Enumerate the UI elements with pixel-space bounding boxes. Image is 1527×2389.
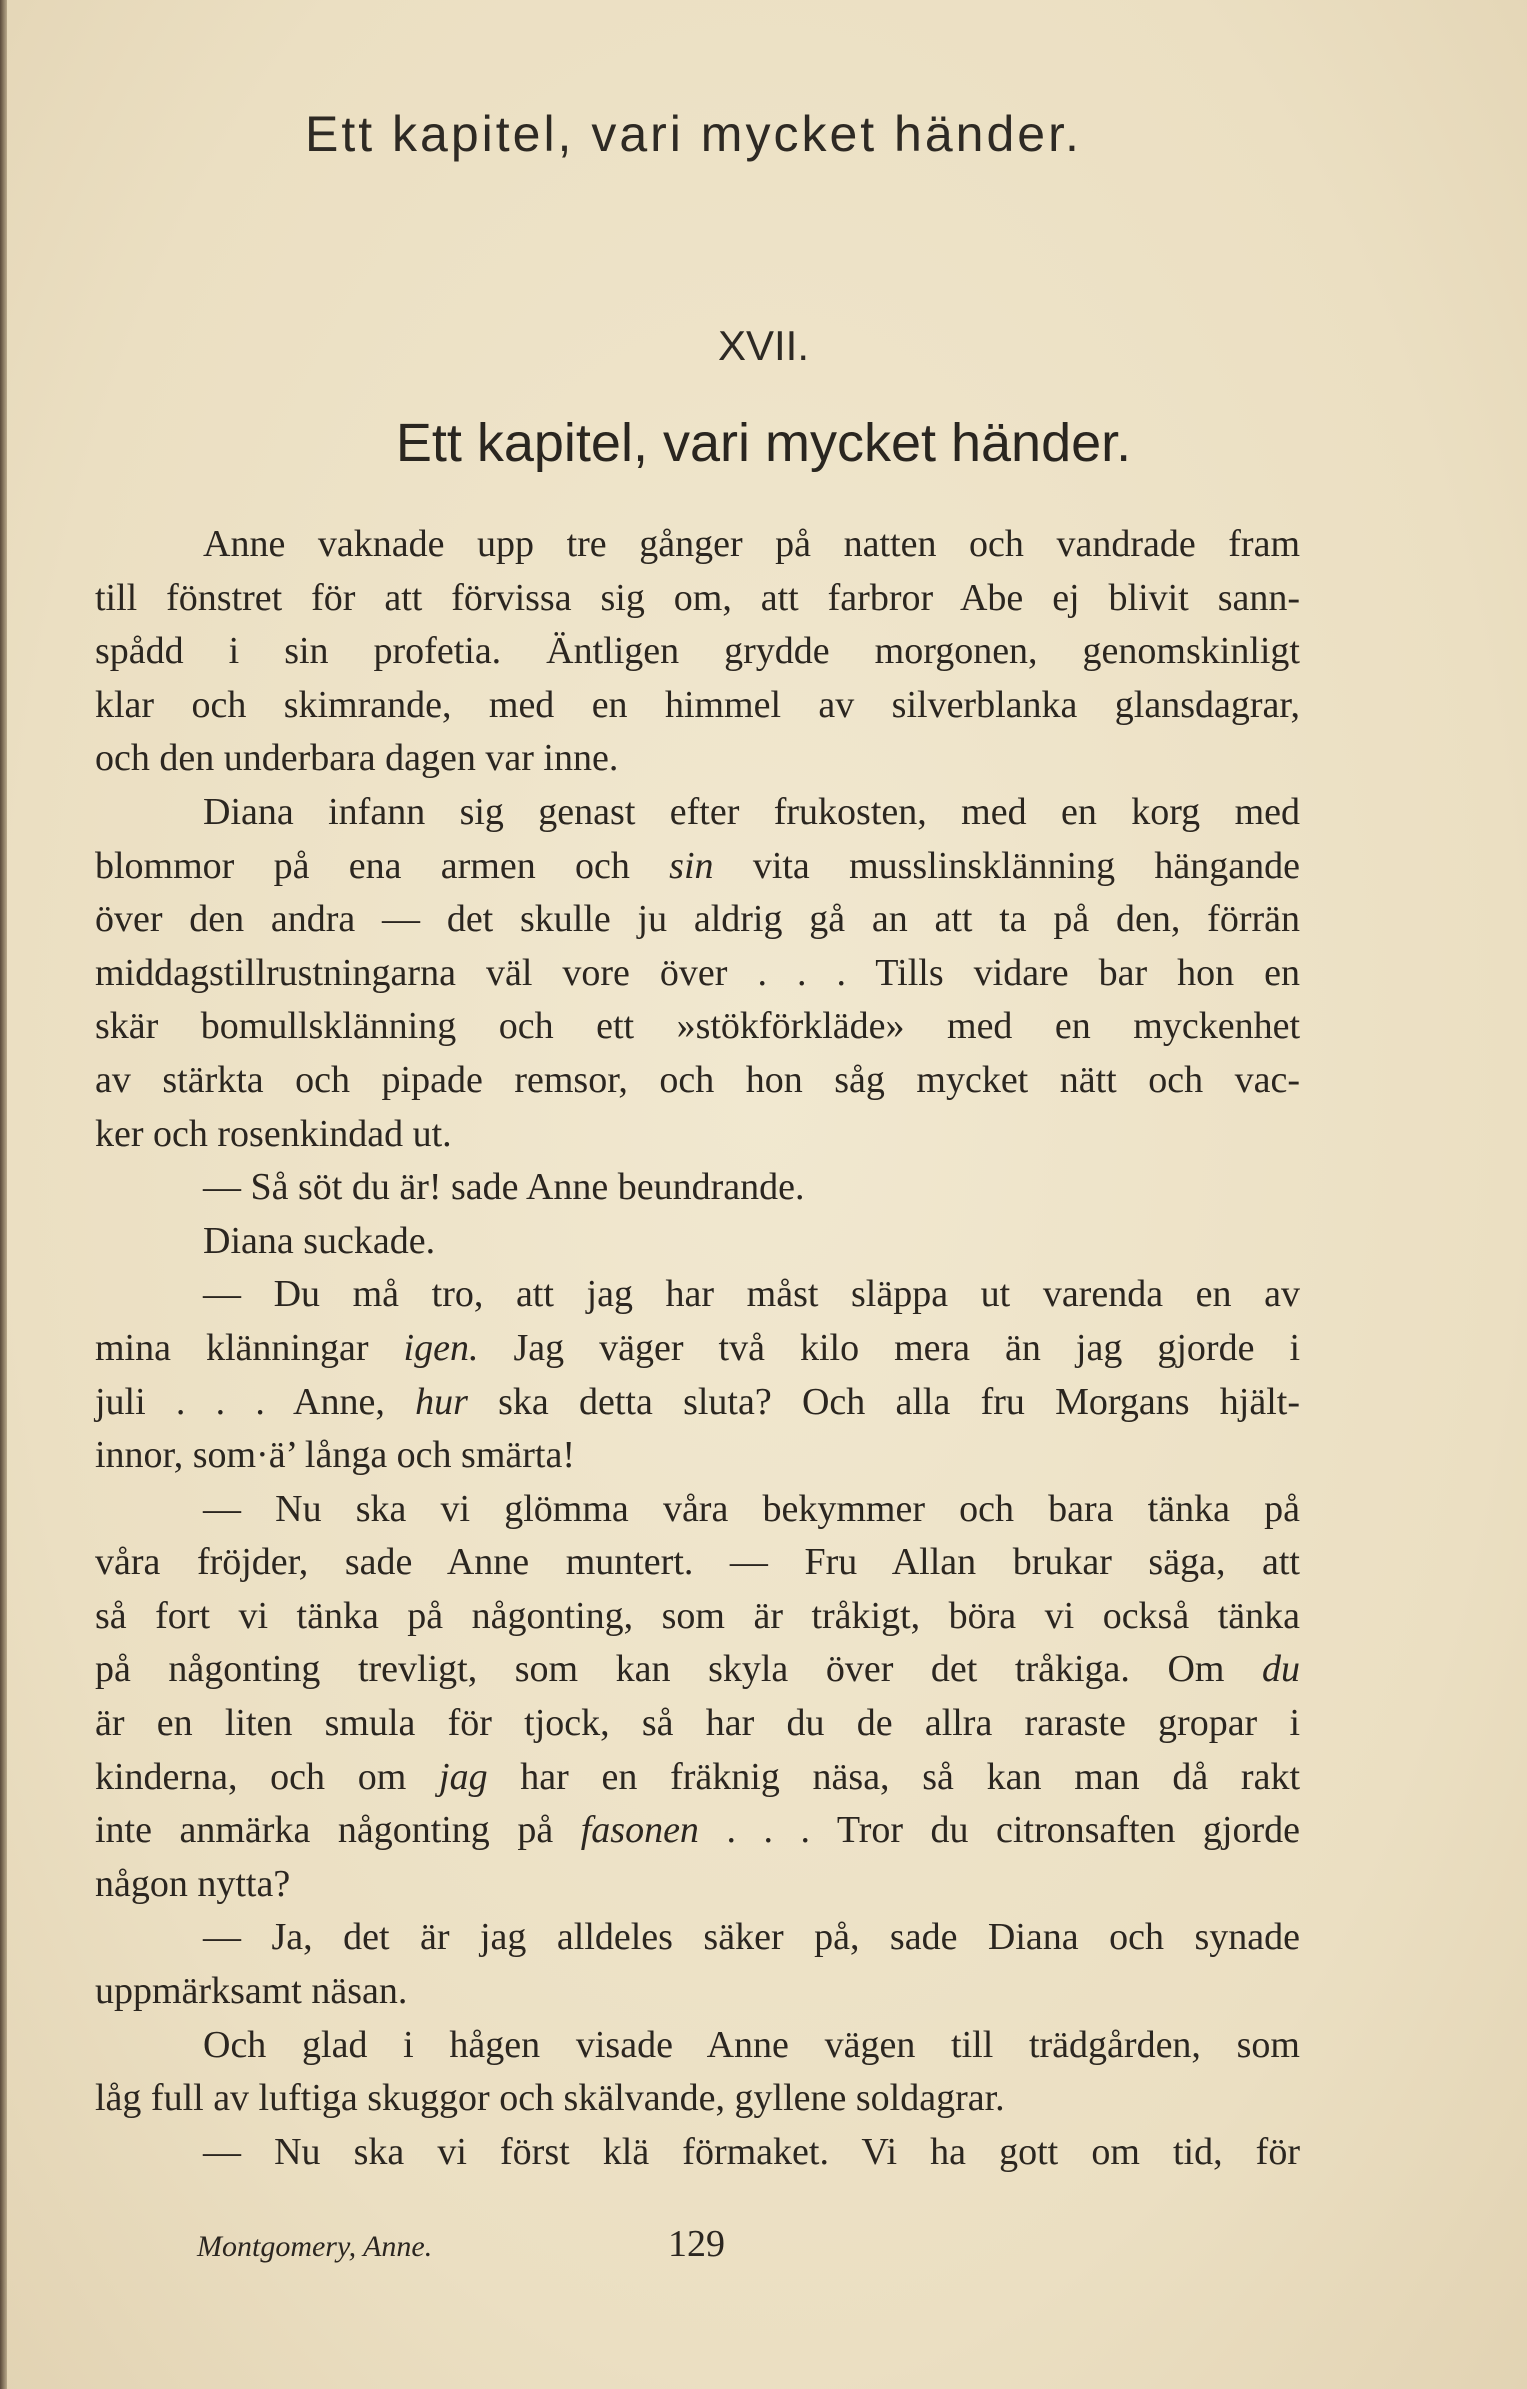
text-line: spådd i sin profetia. Äntligen grydde morgonen, genomskinligt	[95, 630, 1300, 673]
text-line: är en liten smula för tjock, så har du de allra raraste gropar i	[95, 1702, 1300, 1745]
printer-signature: Montgomery, Anne.	[197, 2230, 433, 2263]
text-line: Diana suckade.	[203, 1219, 436, 1262]
text-line: över den andra — det skulle ju aldrig gå an att ta på den, förrän	[95, 898, 1300, 941]
text-line: någon nytta?	[95, 1862, 291, 1905]
text-line: inte anmärka någonting på fasonen . . . Tror du citronsaften gjorde	[95, 1809, 1301, 1852]
text-line: klar och skimrande, med en himmel av silverblanka glansdagrar,	[95, 683, 1300, 726]
body-text	[95, 518, 1300, 2179]
text-line: innor, som·ä’ långa och smärta!	[95, 1434, 575, 1477]
text-line: — Nu ska vi glömma våra bekymmer och bara tänka på	[203, 1487, 1300, 1530]
text-line: Och glad i hågen visade Anne vägen till trädgården, som	[203, 2023, 1300, 2066]
text-line: mina klänningar igen. Jag väger två kilo mera än jag gjorde i	[95, 1326, 1301, 1369]
text-line: våra fröjder, sade Anne muntert. — Fru Allan brukar säga, att	[95, 1541, 1300, 1584]
text-line: uppmärksamt näsan.	[95, 1970, 408, 2013]
text-line: Anne vaknade upp tre gånger på natten och vandrade fram	[203, 523, 1300, 565]
text-line: så fort vi tänka på någonting, som är tråkigt, böra vi också tänka	[95, 1594, 1300, 1637]
running-head: Ett kapitel, vari mycket händer.	[305, 106, 1082, 162]
text-line: av stärkta och pipade remsor, och hon såg mycket nätt och vac-	[95, 1058, 1300, 1101]
chapter-title: Ett kapitel, vari mycket händer.	[395, 413, 1132, 473]
text-line: ker och rosenkindad ut.	[95, 1112, 452, 1155]
text-line: och den underbara dagen var inne.	[95, 737, 619, 780]
text-line: — Ja, det är jag alldeles säker på, sade Diana och synade	[203, 1916, 1300, 1959]
text-line: till fönstret för att förvissa sig om, att farbror Abe ej blivit sann-	[95, 576, 1300, 619]
text-line: skär bomullsklänning och ett »stökförkläde» med en myckenhet	[95, 1005, 1300, 1048]
text-line: på någonting trevligt, som kan skyla över det tråkiga. Om du	[95, 1648, 1300, 1691]
text-line: blommor på ena armen och sin vita musslinsklänning hängande	[95, 844, 1300, 887]
text-line: juli . . . Anne, hur ska detta sluta? Och alla fru Morgans hjält-	[95, 1380, 1300, 1423]
page-number: 129	[668, 2223, 725, 2265]
text-line: — Så söt du är! sade Anne beundrande.	[203, 1166, 805, 1209]
text-line: låg full av luftiga skuggor och skälvande, gyllene soldagrar.	[95, 2077, 1005, 2120]
text-line: — Du må tro, att jag har måst släppa ut varenda en av	[203, 1273, 1300, 1316]
chapter-number: XVII.	[717, 322, 810, 369]
text-line: Diana infann sig genast efter frukosten, med en korg med	[203, 790, 1300, 833]
text-line: — Nu ska vi först klä förmaket. Vi ha gott om tid, för	[203, 2130, 1300, 2173]
text-line: kinderna, och om jag har en fräknig näsa, så kan man då rakt	[95, 1755, 1301, 1798]
text-line: middagstillrustningarna väl vore över . . . Tills vidare bar hon en	[95, 951, 1300, 994]
